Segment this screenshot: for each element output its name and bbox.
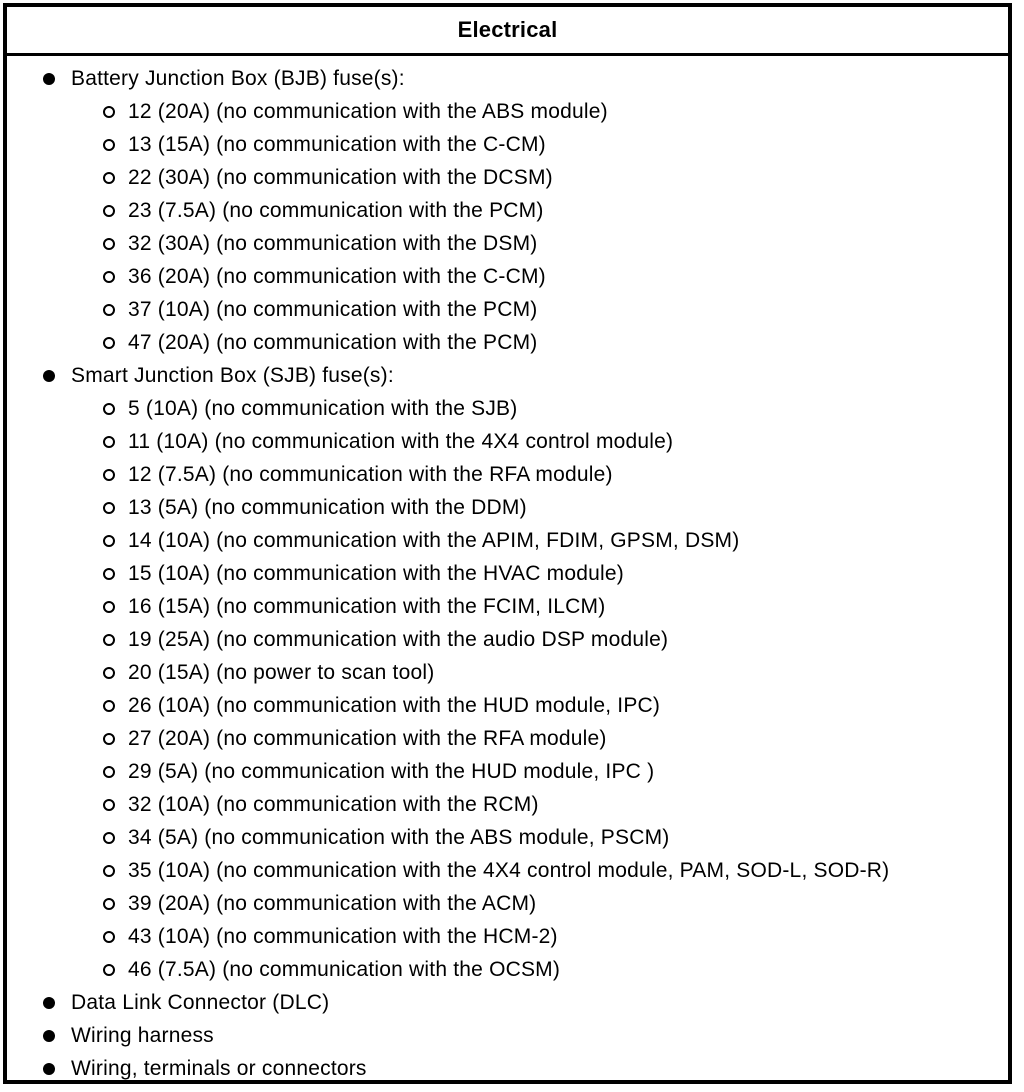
fuse-item-text: 12 (20A) (no communication with the ABS module)	[128, 99, 608, 123]
table-body	[7, 56, 1008, 1085]
open-bullet-icon	[103, 535, 115, 547]
filled-bullet-icon	[43, 370, 55, 382]
open-bullet-icon	[103, 964, 115, 976]
fuse-list-item	[7, 128, 1008, 161]
fuse-list-item	[7, 623, 1008, 656]
fuse-list-item	[7, 524, 1008, 557]
list-item-level1	[7, 986, 1008, 1019]
fuse-list-item	[7, 260, 1008, 293]
fuse-item-text: 5 (10A) (no communication with the SJB)	[128, 396, 518, 420]
fuse-list-item	[7, 425, 1008, 458]
fuse-list-item	[7, 755, 1008, 788]
open-bullet-icon	[103, 403, 115, 415]
fuse-item-text: 13 (5A) (no communication with the DDM)	[128, 495, 527, 519]
fuse-item-text: 16 (15A) (no communication with the FCIM, ILCM)	[128, 594, 606, 618]
fuse-list-item	[7, 920, 1008, 953]
open-bullet-icon	[103, 601, 115, 613]
list-item-level1	[7, 62, 1008, 95]
fuse-list-item	[7, 953, 1008, 986]
open-bullet-icon	[103, 469, 115, 481]
fuse-list-item	[7, 194, 1008, 227]
fuse-item-text: 19 (25A) (no communication with the audio DSP module)	[128, 627, 669, 651]
filled-bullet-icon	[43, 997, 55, 1009]
fuse-list-item	[7, 722, 1008, 755]
fuse-item-text: 36 (20A) (no communication with the C-CM)	[128, 264, 546, 288]
fuse-item-text: 29 (5A) (no communication with the HUD module, IPC )	[128, 759, 655, 783]
open-bullet-icon	[103, 898, 115, 910]
fuse-list-item	[7, 458, 1008, 491]
open-bullet-icon	[103, 304, 115, 316]
open-bullet-icon	[103, 799, 115, 811]
fuse-item-text: 22 (30A) (no communication with the DCSM)	[128, 165, 553, 189]
list-item-level1	[7, 359, 1008, 392]
fuse-list-item	[7, 887, 1008, 920]
open-bullet-icon	[103, 238, 115, 250]
fuse-list-item	[7, 788, 1008, 821]
fuse-list-item	[7, 854, 1008, 887]
open-bullet-icon	[103, 733, 115, 745]
fuse-item-text: 37 (10A) (no communication with the PCM)	[128, 297, 538, 321]
open-bullet-icon	[103, 766, 115, 778]
table-title: Electrical	[457, 17, 558, 42]
list-item-text: Wiring, terminals or connectors	[71, 1056, 367, 1080]
fuse-list-item	[7, 689, 1008, 722]
fuse-item-text: 26 (10A) (no communication with the HUD module, IPC)	[128, 693, 661, 717]
list-item-text: Battery Junction Box (BJB) fuse(s):	[71, 66, 405, 90]
fuse-item-text: 46 (7.5A) (no communication with the OCSM)	[128, 957, 561, 981]
fuse-item-text: 39 (20A) (no communication with the ACM)	[128, 891, 537, 915]
open-bullet-icon	[103, 832, 115, 844]
fuse-item-text: 43 (10A) (no communication with the HCM-2)	[128, 924, 558, 948]
open-bullet-icon	[103, 205, 115, 217]
fuse-item-text: 13 (15A) (no communication with the C-CM)	[128, 132, 546, 156]
fuse-item-text: 32 (10A) (no communication with the RCM)	[128, 792, 539, 816]
open-bullet-icon	[103, 667, 115, 679]
fuse-item-text: 47 (20A) (no communication with the PCM)	[128, 330, 538, 354]
fuse-list-item	[7, 491, 1008, 524]
fuse-item-text: 35 (10A) (no communication with the 4X4 control module, PAM, SOD-L, SOD-R)	[128, 858, 890, 882]
open-bullet-icon	[103, 931, 115, 943]
filled-bullet-icon	[43, 1030, 55, 1042]
list-item-text: Data Link Connector (DLC)	[71, 990, 330, 1014]
fuse-list-item	[7, 590, 1008, 623]
fuse-list-item	[7, 227, 1008, 260]
fuse-item-text: 14 (10A) (no communication with the APIM, FDIM, GPSM, DSM)	[128, 528, 740, 552]
open-bullet-icon	[103, 634, 115, 646]
list-item-level1	[7, 1019, 1008, 1052]
table-header	[7, 7, 1008, 56]
fuse-list-item	[7, 326, 1008, 359]
open-bullet-icon	[103, 568, 115, 580]
electrical-causes-table	[3, 3, 1012, 1084]
fuse-list-item	[7, 821, 1008, 854]
fuse-item-text: 12 (7.5A) (no communication with the RFA module)	[128, 462, 613, 486]
fuse-list-item	[7, 392, 1008, 425]
open-bullet-icon	[103, 436, 115, 448]
fuse-item-text: 27 (20A) (no communication with the RFA module)	[128, 726, 607, 750]
list-item-text: Wiring harness	[71, 1023, 214, 1047]
fuse-list-item	[7, 557, 1008, 590]
fuse-item-text: 34 (5A) (no communication with the ABS module, PSCM)	[128, 825, 670, 849]
filled-bullet-icon	[43, 73, 55, 85]
fuse-item-text: 32 (30A) (no communication with the DSM)	[128, 231, 538, 255]
fuse-list-item	[7, 95, 1008, 128]
list-item-text: Smart Junction Box (SJB) fuse(s):	[71, 363, 394, 387]
filled-bullet-icon	[43, 1063, 55, 1075]
open-bullet-icon	[103, 271, 115, 283]
fuse-list-item	[7, 293, 1008, 326]
open-bullet-icon	[103, 337, 115, 349]
fuse-list-item	[7, 161, 1008, 194]
open-bullet-icon	[103, 502, 115, 514]
open-bullet-icon	[103, 865, 115, 877]
open-bullet-icon	[103, 172, 115, 184]
open-bullet-icon	[103, 139, 115, 151]
fuse-item-text: 20 (15A) (no power to scan tool)	[128, 660, 435, 684]
fuse-item-text: 15 (10A) (no communication with the HVAC module)	[128, 561, 624, 585]
open-bullet-icon	[103, 700, 115, 712]
open-bullet-icon	[103, 106, 115, 118]
fuse-list-item	[7, 656, 1008, 689]
list-item-level1	[7, 1052, 1008, 1085]
fuse-item-text: 23 (7.5A) (no communication with the PCM)	[128, 198, 544, 222]
fuse-item-text: 11 (10A) (no communication with the 4X4 control module)	[128, 429, 674, 453]
